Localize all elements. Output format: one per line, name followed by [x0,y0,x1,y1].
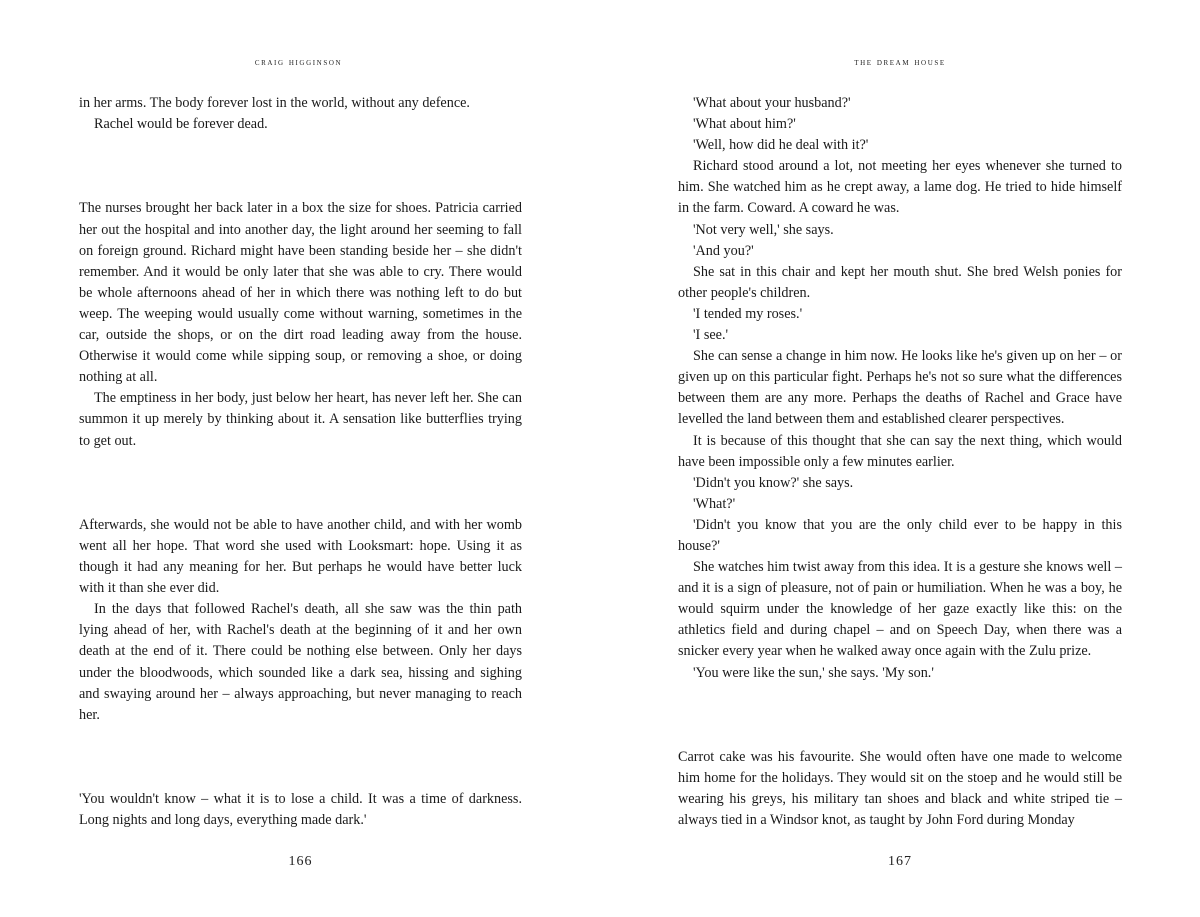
paragraph: 'What about your husband?' [693,95,851,111]
paragraph: 'Not very well,' she says. [693,221,834,238]
paragraph: in her arms. The body forever lost in the world, without any defence. [79,95,470,111]
paragraph: The nurses brought her back later in a box the size for shoes. Patricia carried her out the hospital and into another day, the light around her seeming to fall on foreign ground. Richard might have been standing beside her – she didn't remember. And it would be only later that she was able to cry. There would be whole afternoons ahead of her in which there was nothing left to do but weep. The weeping would usually come without warning, sometimes in the car, outside the shops, or on the dirt road leading away from the house. Otherwise it would come while sipping soup, or removing a shoe, or doing nothing at all. [79,200,522,386]
paragraph: 'I tended my roses.' [693,305,803,322]
page-number: 166 [288,854,313,869]
paragraph: Richard stood around a lot, not meeting her eyes whenever she turned to him. She watched him as he crept away, a lame dog. He tried to hide himself in the farm. Coward. A coward he was. [678,158,1122,217]
paragraph: 'You wouldn't know – what it is to lose a child. It was a time of darkness. Long nights and long days, everything made dark.' [79,791,522,829]
paragraph: 'Well, how did he deal with it?' [693,137,869,154]
paragraph: The emptiness in her body, just below her heart, has never left her. She can summon it up merely by thinking about it. A sensation like butterflies trying to get out. [79,390,522,449]
paragraph: 'I see.' [693,327,729,344]
page-number: 167 [888,854,912,869]
paragraph: 'What?' [693,495,736,512]
running-head-author: craig higginson [254,57,343,68]
left-page [79,0,522,917]
section-break [79,135,522,198]
paragraph: 'And you?' [693,242,754,259]
right-page [678,0,1122,917]
paragraph: 'What about him?' [693,116,796,133]
paragraph: Rachel would be forever dead. [94,116,268,133]
paragraph: It is because of this thought that she can say the next thing, which would have been impossible only a few minutes earlier. [678,432,1122,470]
paragraph: She can sense a change in him now. He looks like he's given up on her – or given up on this particular fight. Perhaps he's not so sure what the differences between them are any more. Perhaps the deaths of Rachel and Grace have levelled the land between them and established clearer perspectives. [678,348,1122,428]
section-break [79,452,522,515]
paragraph: 'You were like the sun,' she says. 'My son.' [693,664,934,681]
section-break [678,684,1122,747]
paragraph: In the days that followed Rachel's death, all she saw was the thin path lying ahead of her, with Rachel's death at the beginning of it and her own death at the end of it. There could be nothing else between. Only her days under the bloodwoods, which sounded like a dark sea, hissing and sighing and swaying around her – always approaching, but never managing to reach her. [79,601,522,723]
paragraph: She watches him twist away from this idea. It is a gesture she knows well – and it is a sign of pleasure, not of pain or humiliation. When he was a boy, he would squirm under the knowledge of her gaze exactly like this: on the athletics field and during chapel – and on Speech Day, when there was a snicker every year when he walked away once again with the Zulu prize. [678,559,1122,660]
paragraph: She sat in this chair and kept her mouth shut. She bred Welsh ponies for other people's children. [678,263,1122,301]
paragraph: Carrot cake was his favourite. She would often have one made to welcome him home for the holidays. They would sit on the stoep and he would still be wearing his greys, his military tan shoes and black and white striped tie – always tied in a Windsor knot, as taught by John Ford during Monday [678,748,1122,829]
paragraph: 'Didn't you know?' she says. [693,474,854,491]
paragraph: Afterwards, she would not be able to have another child, and with her womb went all her hope. That word she used with Looksmart: hope. Using it as though it had any meaning for her. But perhaps he would have better luck with it than she ever did. [79,516,522,597]
right-page-text [678,93,1122,831]
section-break [79,726,522,789]
paragraph: 'Didn't you know that you are the only child ever to be happy in this house?' [678,516,1122,554]
left-page-text [79,93,522,831]
running-head-title: the dream house [854,57,946,68]
